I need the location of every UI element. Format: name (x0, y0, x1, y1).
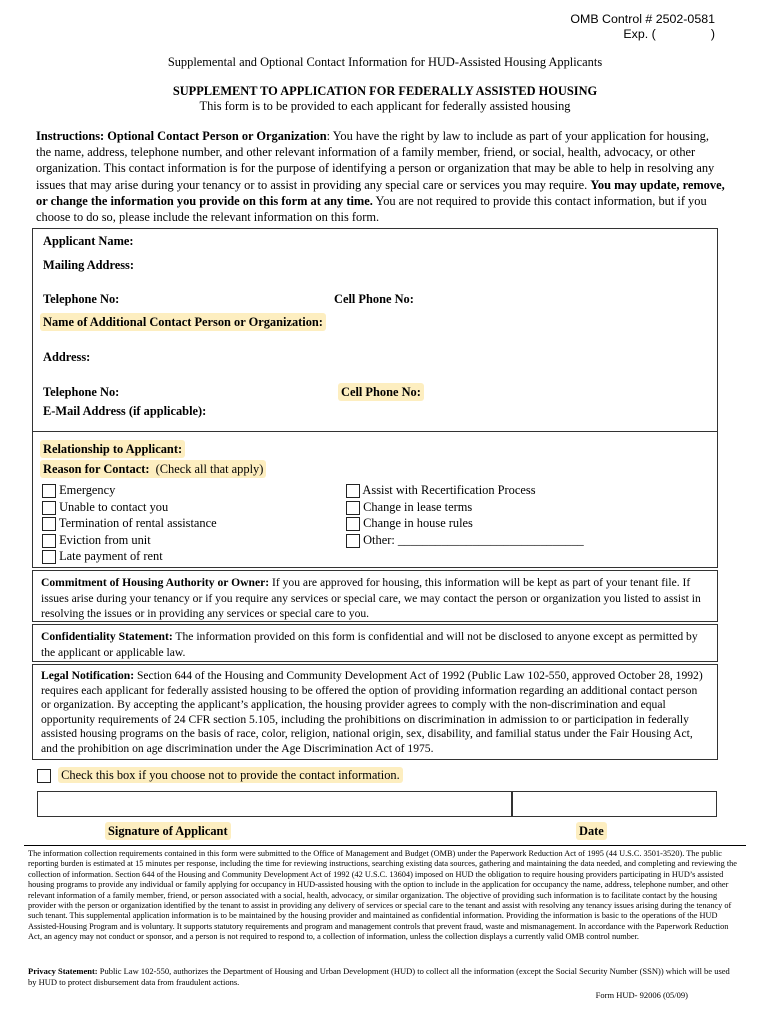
reason-item-unable[interactable] (42, 499, 217, 516)
reason-item-other[interactable] (346, 532, 584, 549)
checkbox-eviction[interactable] (42, 534, 56, 548)
address-field[interactable]: Address: (43, 350, 91, 364)
privacy-label: Privacy Statement: (28, 966, 98, 976)
reason-item-termination[interactable] (42, 515, 217, 532)
reason-label-eviction: Eviction from unit (59, 532, 151, 547)
signature-label: Signature of Applicant (105, 822, 231, 840)
form-title-sub: This form is to be provided to each applicant for federally assisted housing (199, 99, 571, 113)
form-number (596, 990, 688, 1001)
cell-phone-field[interactable]: Cell Phone No: (334, 292, 414, 306)
commitment-text: If you are approved for housing, this information will be kept as part of your tenant file. If issues arise during your tenancy or if you require any services or special care, we may contact the person or organization you listed to assist in resolving the issues or in providing any services or special care to you. (41, 576, 701, 620)
opt-out-checkbox[interactable] (37, 769, 51, 783)
reason-label-house-rules: Change in house rules (363, 516, 473, 530)
opt-out-row[interactable] (37, 767, 403, 783)
date-field[interactable] (512, 791, 717, 817)
checkbox-house-rules[interactable] (346, 517, 360, 531)
reason-label-termination: Termination of rental assistance (58, 516, 217, 530)
date-label: Date (576, 822, 607, 840)
omb-control-number: OMB Control # 2502-0581 (570, 12, 715, 26)
footer-divider (24, 845, 746, 846)
reason-item-lease-terms[interactable] (346, 499, 584, 516)
instructions-bold: You may update, remove, or change the information you provide on this form at any time. (36, 177, 725, 208)
reason-label-other: Other: ______________________________ (363, 532, 584, 547)
omb-control (570, 12, 715, 42)
reason-label-late-payment: Late payment of rent (59, 549, 163, 563)
cell-phone-field-2[interactable]: Cell Phone No: (338, 383, 424, 401)
legal-text: Section 644 of the Housing and Community Development Act of 1992 (Public Law 102-550, approved October 28, 1992) requires each applicant for federally assisted housing to be offered the option of providing information regarding an additional contact person or organization. By accepting the applicant’s application, the housing provider agrees to comply with the non-discrimination and equal opportunity requirements of 24 CFR section 5.105, including the prohibitions on discrimination in admission to or participation in federally assisted housing programs on the basis of race, color, religion, national origin, sex, disability, and familial status under the Fair Housing Act, and the prohibition on age discrimination under the Age Discrimination Act of 1975. (41, 669, 703, 755)
reason-label: Reason for Contact: (43, 462, 150, 476)
instructions-lead: Instructions: Optional Contact Person or Organization (36, 129, 327, 143)
commitment-box (32, 570, 718, 622)
confidentiality-label: Confidentiality Statement: (41, 630, 173, 643)
email-field[interactable]: E-Mail Address (if applicable): (43, 404, 207, 418)
opt-out-label: Check this box if you choose not to provide the contact information. (58, 767, 403, 783)
form-title: SUPPLEMENT TO APPLICATION FOR FEDERALLY ASSISTED HOUSING (172, 84, 598, 98)
reason-hint: (Check all that apply) (149, 462, 264, 476)
reason-list-right (346, 482, 584, 548)
privacy-statement (28, 966, 740, 988)
reason-item-emergency[interactable] (42, 482, 217, 499)
signature-field[interactable] (37, 791, 512, 817)
contact-form-box (32, 228, 718, 568)
checkbox-recertification[interactable] (346, 484, 360, 498)
reason-for-contact (40, 460, 266, 478)
divider (33, 431, 717, 432)
form-number-label: Form HUD- 92006 (595, 990, 661, 1000)
checkbox-late-payment[interactable] (42, 550, 56, 564)
checkbox-emergency[interactable] (42, 484, 56, 498)
reason-list-left (42, 482, 217, 565)
mailing-address-field[interactable]: Mailing Address: (43, 258, 134, 272)
instructions (36, 128, 726, 225)
relationship-field[interactable]: Relationship to Applicant: (40, 440, 185, 458)
reason-item-eviction[interactable] (42, 532, 217, 549)
telephone-field[interactable]: Telephone No: (43, 292, 120, 306)
reason-label-emergency: Emergency (59, 483, 116, 497)
reason-item-recertification[interactable] (346, 482, 584, 499)
instructions-text: : You have the right by law to include as part of your application for housing, the name, address, telephone number, and other relevant information of a family member, friend, or social, health, advocacy, or other organization. This contact information is for the purpose of identifying a person or organization that may be able to help in resolving any issues that may arise during your tenancy or to assist in providing any special care or services you may require. (36, 129, 715, 192)
confidentiality-text: The information provided on this form is confidential and will not be disclosed to anyone except as permitted by the applicant or applicable law. (41, 630, 698, 659)
checkbox-termination[interactable] (42, 517, 56, 531)
instructions-text-2: You are not required to provide this contact information, but if you choose to do so, please include the relevant information on this form. (36, 193, 707, 225)
reason-label-lease-terms: Change in lease terms (363, 499, 473, 514)
privacy-text: Public Law 102-550, authorizes the Department of Housing and Urban Development (HUD) to collect all the information (except the Social Security Number (SSN)) which will be used by HUD to protect disbursement data from fraudulent actions. (28, 966, 730, 987)
burden-statement: The information collection requirements contained in this form were submitted to the Office of Management and Budget (OMB) under the Paperwork Reduction Act of 1995 (44 U.S.C. 3501-3520). The public reporting burden is estimated at 15 minutes per response, including the time for reviewing instructions, searching existing data sources, gathering and maintaining the data needed, and completing and reviewing the collection of information. Section 644 of the Housing and Community Development Act of 1992 (42 U.S.C. 13604) imposed on HUD the obligation to require housing providers participating in HUD’s assisted housing programs to provide any individual or family applying for occupancy in HUD-assisted housing with the option to include in the application for occupancy the name, address, telephone number, and other relevant information of a family member, friend, or person associated with a social, health, advocacy, or similar organization. The objective of providing such information is to facilitate contact by the housing provider with the person or organization identified by the tenant to assist in providing any delivery of services or special care to the tenant and assist with resolving any tenancy issues arising during the tenancy of such tenant. This supplemental application information is to be maintained by the housing provider and maintained as confidential information. Providing the information is basic to the operations of the HUD Assisted-Housing Program and is voluntary. It supports statutory requirements and program and management controls that prevent fraud, waste and mismanagement. In accordance with the Paperwork Reduction Act, an agency may not conduct or sponsor, and a person is not required to respond to, a collection of information, unless the collection displays a currently valid OMB control number. (28, 849, 737, 942)
expiration-date: Exp. ( ) (623, 27, 715, 41)
form-number-date: (05/09) (660, 990, 688, 1000)
reason-label-recertification: Assist with Recertification Process (362, 483, 536, 497)
checkbox-lease-terms[interactable] (346, 501, 360, 515)
commitment-label: Commitment of Housing Authority or Owner: (41, 576, 270, 589)
reason-item-house-rules[interactable] (346, 515, 584, 532)
legal-box (32, 664, 718, 760)
checkbox-other[interactable] (346, 534, 360, 548)
reason-item-late-payment[interactable] (42, 548, 217, 565)
telephone-field-2[interactable]: Telephone No: (43, 385, 120, 399)
applicant-name-field[interactable]: Applicant Name: (43, 234, 134, 248)
reason-label-unable: Unable to contact you (59, 499, 169, 514)
confidentiality-box (32, 624, 718, 662)
form-subtitle: Supplemental and Optional Contact Information for HUD-Assisted Housing Applicants (167, 55, 603, 69)
checkbox-unable[interactable] (42, 501, 56, 515)
contact-name-field[interactable]: Name of Additional Contact Person or Organization: (40, 313, 326, 331)
legal-label: Legal Notification: (41, 669, 135, 682)
